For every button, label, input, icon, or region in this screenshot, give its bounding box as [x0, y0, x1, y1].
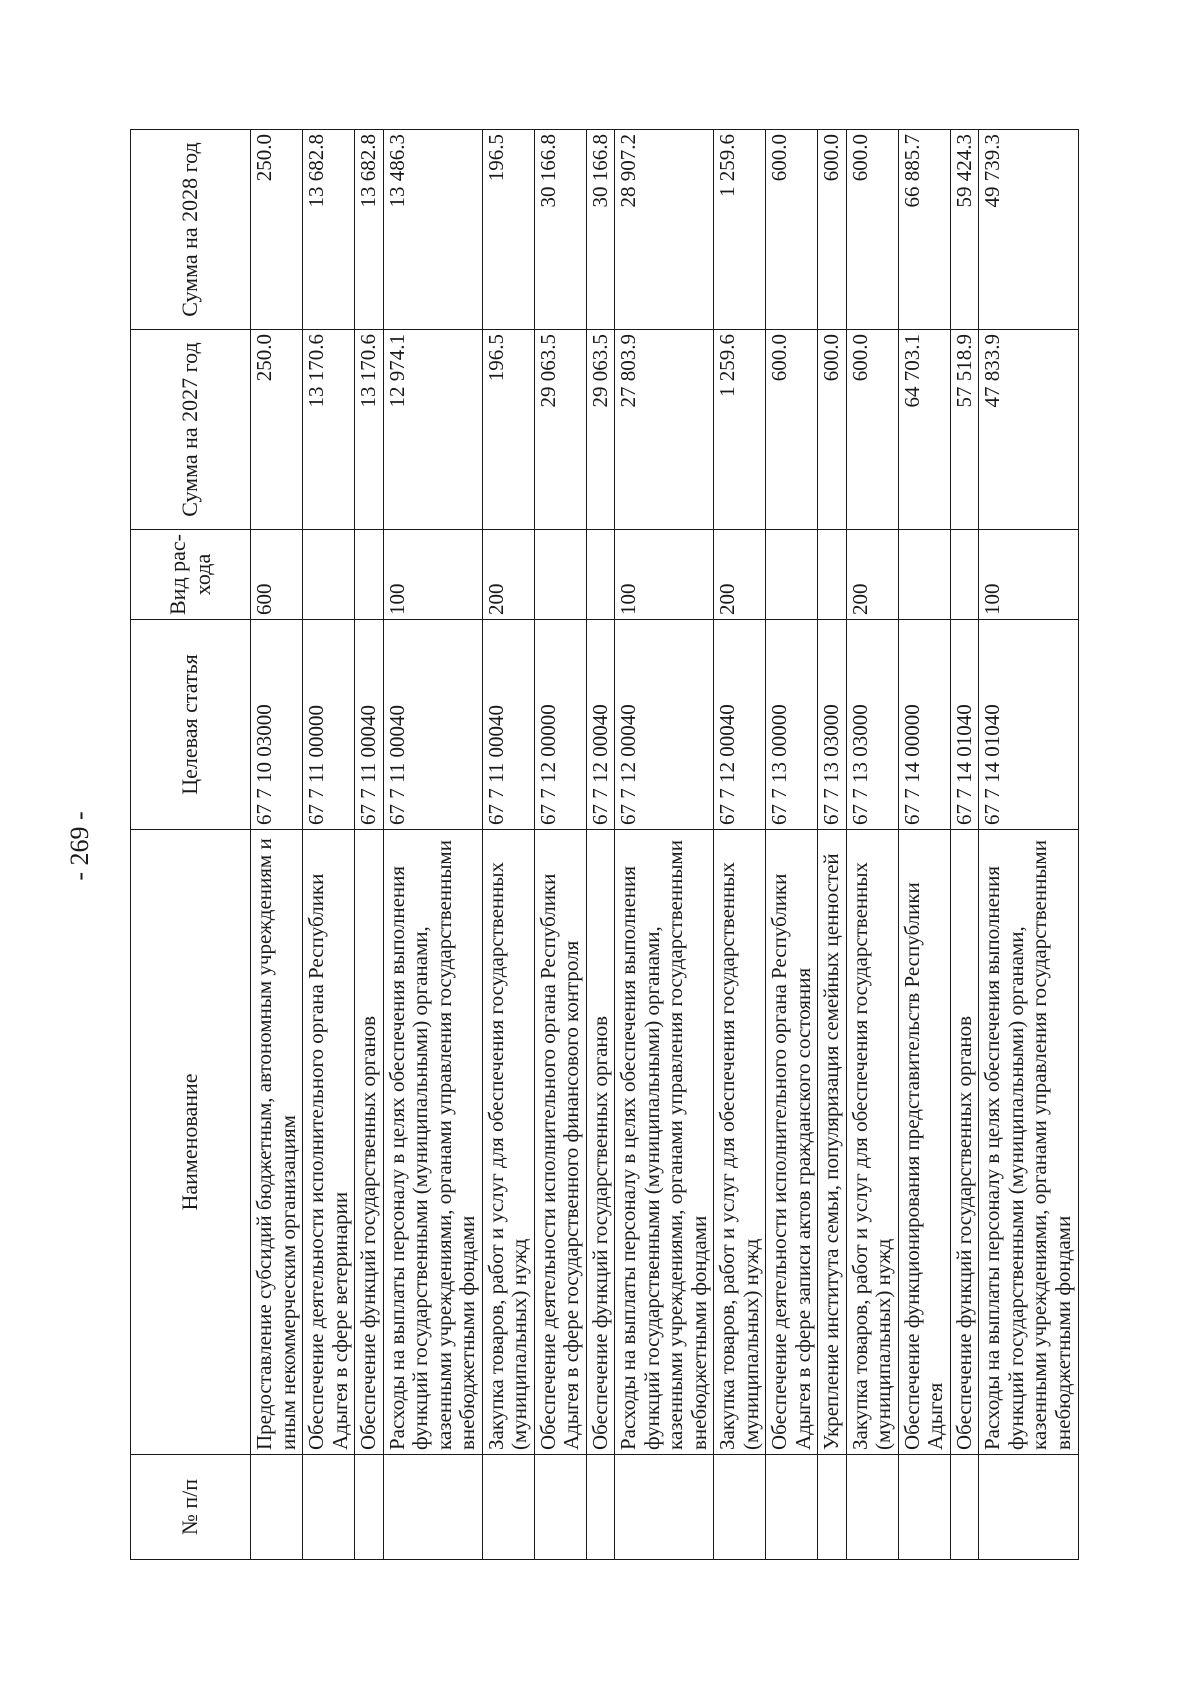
row-number: [714, 1455, 766, 1560]
row-sum-2027: 13 170.6: [355, 330, 384, 530]
row-name: Обеспечение функций государственных органов: [950, 830, 979, 1455]
row-expense-kind: [818, 530, 847, 620]
page-number-text: - 269 -: [65, 811, 94, 881]
table-row: [534, 130, 586, 1560]
row-target-code: 67 7 11 00040: [482, 620, 534, 830]
table-row: [482, 130, 534, 1560]
row-expense-kind: [766, 530, 818, 620]
row-expense-kind: 200: [846, 530, 898, 620]
row-name: Обеспечение деятельности исполнительного органа Республики Адыгея в сфере ветеринарии: [303, 830, 355, 1455]
row-expense-kind: [355, 530, 384, 620]
header-kind: Вид рас-хода: [131, 530, 251, 620]
page-number: [60, 811, 100, 881]
row-target-code: 67 7 12 00000: [534, 620, 586, 830]
row-target-code: 67 7 14 01040: [979, 620, 1078, 830]
row-sum-2028: 30 166.8: [534, 130, 586, 330]
row-number: [383, 1455, 482, 1560]
row-sum-2027: 13 170.6: [303, 330, 355, 530]
row-sum-2027: 64 703.1: [898, 330, 950, 530]
row-name: Обеспечение деятельности исполнительного органа Республики Адыгея в сфере государственного финансового контроля: [534, 830, 586, 1455]
row-expense-kind: 200: [714, 530, 766, 620]
row-expense-kind: [950, 530, 979, 620]
table-row: [898, 130, 950, 1560]
row-sum-2028: 1 259.6: [714, 130, 766, 330]
header-code: Целевая статья: [131, 620, 251, 830]
table-header-row: [131, 130, 251, 1560]
row-target-code: 67 7 13 03000: [846, 620, 898, 830]
table-row: [383, 130, 482, 1560]
table-row: [846, 130, 898, 1560]
row-expense-kind: [303, 530, 355, 620]
row-sum-2027: 27 803.9: [615, 330, 714, 530]
row-number: [898, 1455, 950, 1560]
row-number: [846, 1455, 898, 1560]
row-number: [355, 1455, 384, 1560]
row-target-code: 67 7 12 00040: [714, 620, 766, 830]
row-target-code: 67 7 12 00040: [586, 620, 615, 830]
table-row: [950, 130, 979, 1560]
row-target-code: 67 7 11 00040: [355, 620, 384, 830]
row-target-code: 67 7 11 00040: [383, 620, 482, 830]
row-sum-2028: 250.0: [251, 130, 303, 330]
row-target-code: 67 7 13 00000: [766, 620, 818, 830]
table-row: [355, 130, 384, 1560]
row-expense-kind: 600: [251, 530, 303, 620]
row-number: [950, 1455, 979, 1560]
row-sum-2027: 250.0: [251, 330, 303, 530]
row-name: Закупка товаров, работ и услуг для обеспечения государственных (муниципальных) нужд: [846, 830, 898, 1455]
budget-table: [130, 129, 1079, 1560]
row-sum-2028: 59 424.3: [950, 130, 979, 330]
rotated-table-container: [130, 130, 1075, 1560]
row-number: [766, 1455, 818, 1560]
header-sum-2028: Сумма на 2028 год: [131, 130, 251, 330]
row-name: Закупка товаров, работ и услуг для обеспечения государственных (муниципальных) нужд: [482, 830, 534, 1455]
table-row: [615, 130, 714, 1560]
row-sum-2028: 28 907.2: [615, 130, 714, 330]
row-sum-2028: 66 885.7: [898, 130, 950, 330]
row-expense-kind: 100: [979, 530, 1078, 620]
row-target-code: 67 7 14 01040: [950, 620, 979, 830]
row-sum-2028: 49 739.3: [979, 130, 1078, 330]
row-sum-2027: 29 063.5: [534, 330, 586, 530]
row-number: [482, 1455, 534, 1560]
row-sum-2027: 600.0: [766, 330, 818, 530]
row-name: Закупка товаров, работ и услуг для обеспечения государственных (муниципальных) нужд: [714, 830, 766, 1455]
row-name: Укрепление института семьи, популяризация семейных ценностей: [818, 830, 847, 1455]
row-sum-2027: 600.0: [846, 330, 898, 530]
table-row: [714, 130, 766, 1560]
row-number: [979, 1455, 1078, 1560]
row-sum-2027: 47 833.9: [979, 330, 1078, 530]
row-sum-2028: 196.5: [482, 130, 534, 330]
table-row: [766, 130, 818, 1560]
row-target-code: 67 7 13 03000: [818, 620, 847, 830]
row-number: [615, 1455, 714, 1560]
row-sum-2027: 600.0: [818, 330, 847, 530]
row-number: [251, 1455, 303, 1560]
header-num: № п/п: [131, 1455, 251, 1560]
row-sum-2028: 13 486.3: [383, 130, 482, 330]
row-sum-2028: 13 682.8: [303, 130, 355, 330]
row-sum-2028: 600.0: [766, 130, 818, 330]
header-name: Наименование: [131, 830, 251, 1455]
row-target-code: 67 7 14 00000: [898, 620, 950, 830]
row-sum-2028: 13 682.8: [355, 130, 384, 330]
row-sum-2027: 196.5: [482, 330, 534, 530]
table-row: [303, 130, 355, 1560]
row-number: [534, 1455, 586, 1560]
row-target-code: 67 7 12 00040: [615, 620, 714, 830]
row-target-code: 67 7 11 00000: [303, 620, 355, 830]
table-row: [979, 130, 1078, 1560]
table-row: [586, 130, 615, 1560]
row-sum-2027: 1 259.6: [714, 330, 766, 530]
row-sum-2027: 12 974.1: [383, 330, 482, 530]
row-expense-kind: [534, 530, 586, 620]
table-row: [818, 130, 847, 1560]
row-expense-kind: 200: [482, 530, 534, 620]
row-expense-kind: [898, 530, 950, 620]
table-row: [251, 130, 303, 1560]
row-number: [303, 1455, 355, 1560]
row-sum-2028: 30 166.8: [586, 130, 615, 330]
row-name: Обеспечение функций государственных органов: [355, 830, 384, 1455]
row-expense-kind: 100: [383, 530, 482, 620]
row-number: [818, 1455, 847, 1560]
row-sum-2027: 57 518.9: [950, 330, 979, 530]
row-name: Расходы на выплаты персоналу в целях обеспечения выполнения функций государственными (муниципальными) органами, казенными учреждениями, органами управления государственными внебюджетными фондами: [615, 830, 714, 1455]
row-name: Обеспечение функций государственных органов: [586, 830, 615, 1455]
row-name: Расходы на выплаты персоналу в целях обеспечения выполнения функций государственными (муниципальными) органами, казенными учреждениями, органами управления государственными внебюджетными фондами: [383, 830, 482, 1455]
row-sum-2028: 600.0: [846, 130, 898, 330]
row-name: Обеспечение деятельности исполнительного органа Республики Адыгея в сфере записи актов гражданского состояния: [766, 830, 818, 1455]
row-number: [586, 1455, 615, 1560]
row-name: Предоставление субсидий бюджетным, автономным учреждениям и иным некоммерческим организациям: [251, 830, 303, 1455]
row-sum-2028: 600.0: [818, 130, 847, 330]
row-name: Обеспечение функционирования представительств Республики Адыгея: [898, 830, 950, 1455]
row-expense-kind: 100: [615, 530, 714, 620]
row-target-code: 67 7 10 03000: [251, 620, 303, 830]
header-sum-2027: Сумма на 2027 год: [131, 330, 251, 530]
row-name: Расходы на выплаты персоналу в целях обеспечения выполнения функций государственными (муниципальными) органами, казенными учреждениями, органами управления государственными внебюджетными фондами: [979, 830, 1078, 1455]
row-sum-2027: 29 063.5: [586, 330, 615, 530]
row-expense-kind: [586, 530, 615, 620]
